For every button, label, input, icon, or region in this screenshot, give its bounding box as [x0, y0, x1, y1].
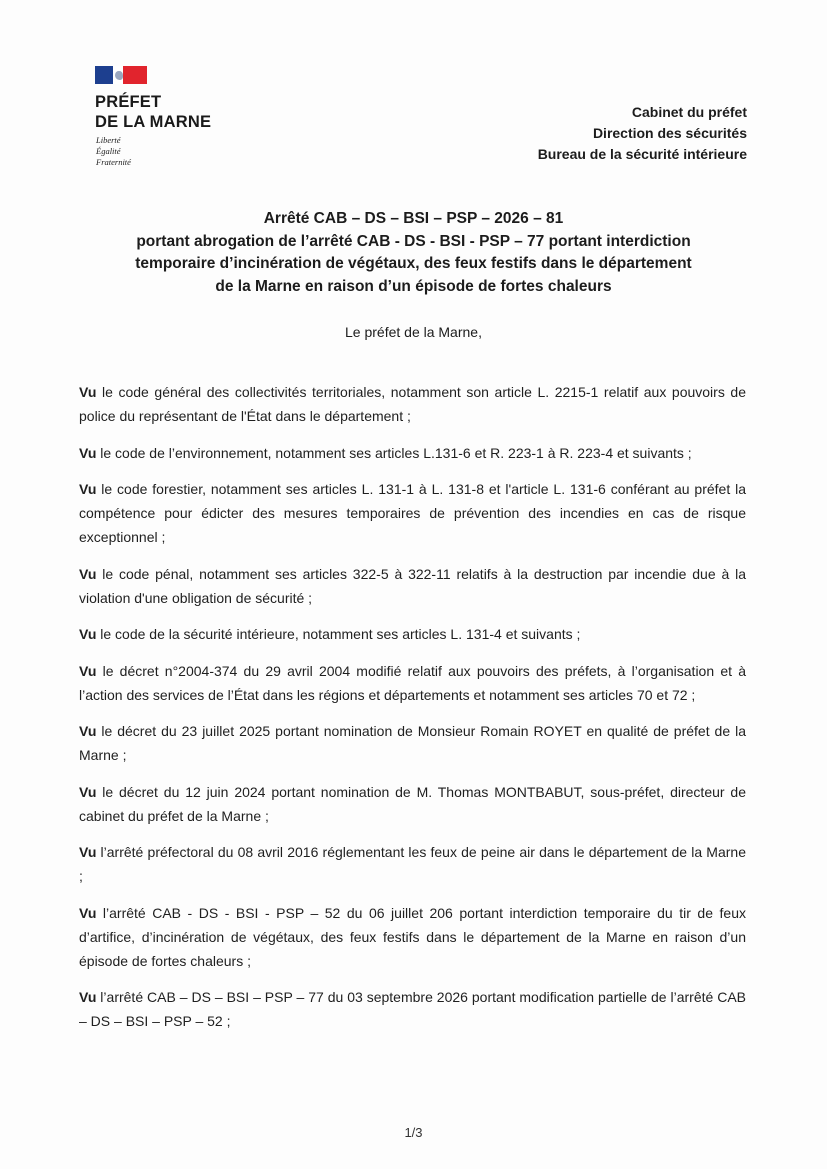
prefecture-name — [95, 92, 211, 132]
prefecture-line-1: PRÉFET — [95, 93, 162, 111]
visa-text: le décret du 23 juillet 2025 portant nomination de Monsieur Romain ROYET en qualité de préfet de la Marne ; — [79, 723, 746, 763]
visa-item — [79, 901, 746, 973]
title-line-3: temporaire d’incinération de végétaux, des feux festifs dans le département — [135, 255, 692, 272]
visa-item — [79, 719, 746, 767]
page-number: 1/3 — [404, 1125, 423, 1140]
salutation: Le préfet de la Marne, — [345, 324, 482, 340]
visa-text: le décret n°2004-374 du 29 avril 2004 modifié relatif aux pouvoirs des préfets, à l’organisation et à l’action des services de l’État dans les régions et départements et notamment ses articles 70 et 72 ; — [79, 662, 746, 703]
visa-item — [79, 477, 746, 549]
visa-vu-label: Vu — [79, 723, 97, 739]
visa-text: le code général des collectivités territoriales, notamment son article L. 2215-1 relatif aux pouvoirs de police du représentant de l'État dans le département ; — [79, 384, 746, 424]
visa-text: l’arrêté CAB – DS – BSI – PSP – 77 du 03 septembre 2026 portant modification partielle de l’arrêté CAB – DS – BSI – PSP – 52 ; — [79, 989, 746, 1029]
visa-text: l’arrêté CAB - DS - BSI - PSP – 52 du 06 juillet 206 portant interdiction temporaire du tir de feux d’artifice, d’incinération de végétaux, des feux festifs dans le département de la Marne en raison d’un épisode de fortes chaleurs ; — [79, 904, 746, 969]
visa-item — [79, 840, 746, 888]
visa-item — [79, 562, 746, 610]
title-line-2: portant abrogation de l’arrêté CAB - DS - BSI - PSP – 77 portant interdiction — [136, 232, 691, 250]
document-title — [60, 208, 767, 298]
visa-vu-label: Vu — [79, 989, 97, 1005]
visas-list — [79, 380, 746, 1046]
service-line-1: Cabinet du préfet — [631, 104, 747, 120]
visa-vu-label: Vu — [79, 565, 97, 582]
flag-white-band — [113, 66, 123, 84]
marianne-logo — [95, 66, 147, 84]
visa-vu-label: Vu — [79, 844, 97, 860]
title-line-1: Arrêté CAB – DS – BSI – PSP – 2026 – 81 — [263, 210, 564, 227]
flag-red-band — [123, 66, 147, 84]
visa-text: l’arrêté préfectoral du 08 avril 2016 réglementant les feux de peine air dans le département de la Marne ; — [79, 844, 746, 884]
motto-egalite: Égalité — [96, 146, 121, 156]
motto-fraternite: Fraternité — [96, 157, 131, 167]
visa-vu-label: Vu — [79, 904, 97, 921]
service-line-2: Direction des sécurités — [592, 125, 747, 141]
visa-item — [79, 659, 746, 707]
visa-vu-label: Vu — [79, 626, 97, 642]
visa-vu-label: Vu — [79, 783, 97, 800]
flag-blue-band — [95, 66, 113, 84]
visa-item — [79, 985, 746, 1033]
visa-text: le code de l’environnement, notamment ses articles L.131-6 et R. 223-1 à R. 223-4 et suivants ; — [96, 444, 692, 461]
visa-vu-label: Vu — [79, 384, 97, 400]
republic-motto — [96, 135, 131, 168]
visa-text: le code forestier, notamment ses articles L. 131-1 à L. 131-8 et l'article L. 131-6 conférant au préfet la compétence pour édicter des mesures temporaires de prévention des incendies en cas de risque exceptionnel ; — [79, 481, 746, 545]
visa-text: le code de la sécurité intérieure, notamment ses articles L. 131-4 et suivants ; — [96, 626, 581, 642]
prefecture-line-2: DE LA MARNE — [95, 113, 212, 131]
visa-text: le décret du 12 juin 2024 portant nomination de M. Thomas MONTBABUT, sous-préfet, directeur de cabinet du préfet de la Marne ; — [79, 783, 746, 824]
service-line-3: Bureau de la sécurité intérieure — [537, 146, 747, 162]
visa-item — [79, 380, 746, 428]
visa-text: le code pénal, notamment ses articles 322-5 à 322-11 relatifs à la destruction par incendie due à la violation d'une obligation de sécurité ; — [79, 565, 746, 606]
title-line-4: de la Marne en raison d’un épisode de fortes chaleurs — [215, 277, 612, 295]
issuing-service — [538, 102, 747, 165]
visa-item — [79, 622, 746, 646]
visa-vu-label: Vu — [79, 662, 97, 679]
visa-vu-label: Vu — [79, 444, 97, 461]
motto-liberte: Liberté — [96, 135, 121, 145]
visa-item — [79, 441, 746, 465]
visa-vu-label: Vu — [79, 481, 97, 497]
visa-item — [79, 780, 746, 828]
